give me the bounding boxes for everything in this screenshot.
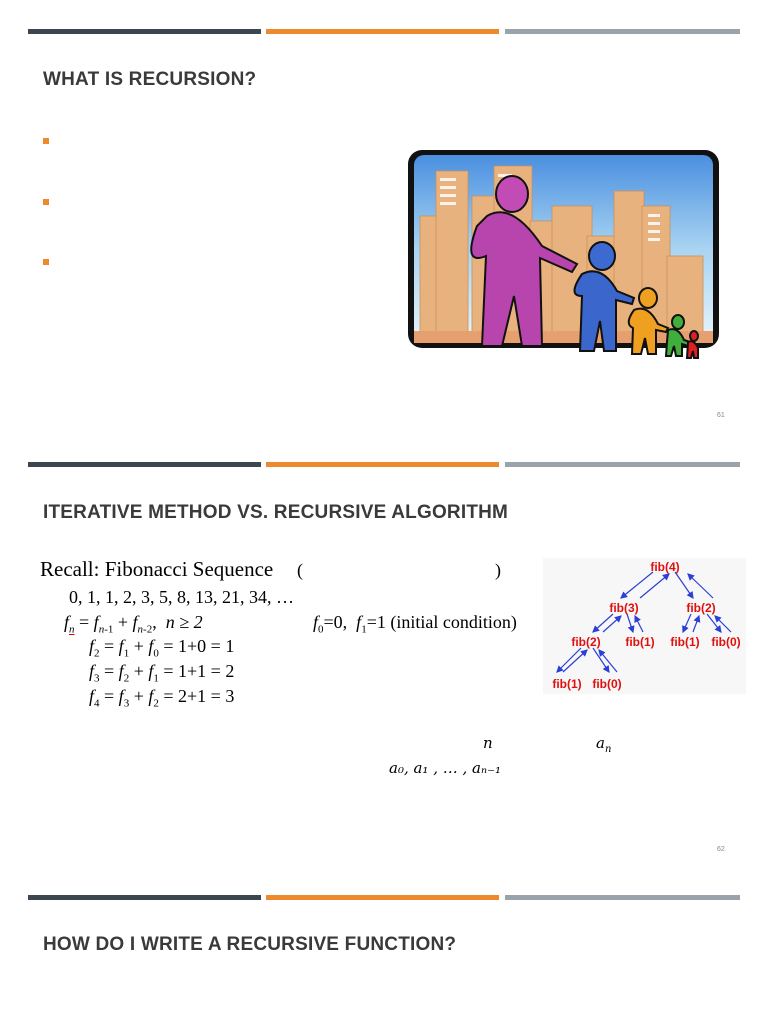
initial-condition-note: (initial condition) [390, 612, 517, 632]
page-number: 61 [717, 412, 725, 419]
header-bars [28, 462, 740, 467]
slide-write-recursive-function [0, 880, 768, 1024]
header-bar-orange [266, 29, 499, 34]
slide-what-is-recursion [0, 0, 768, 450]
header-bar-dark [28, 895, 261, 900]
header-bar-gray [505, 462, 740, 467]
header-bars [28, 895, 740, 900]
bullet-marker [43, 138, 49, 144]
initial-condition: $f_0=0$, $f_1=1$ (initial condition) [313, 612, 517, 636]
header-bar-gray [505, 895, 740, 900]
math-a: a [596, 734, 605, 752]
fib-example-f3: $f_3 = f_2 + f_1 = 1+1 = 2$ [89, 661, 235, 685]
header-bar-orange [266, 462, 499, 467]
tree-node-root: fib(4) [650, 560, 680, 574]
slide-title: ITERATIVE METHOD VS. RECURSIVE ALGORITHM [43, 502, 509, 523]
fibonacci-call-tree [543, 558, 746, 694]
open-paren: ( [297, 560, 303, 580]
tree-node: fib(1) [552, 677, 582, 691]
recurrence-formula: $f_n = f_{n-1} + f_{n-2}$, n ≥ 2 [64, 612, 203, 636]
math-a-n [596, 734, 611, 755]
header-bar-gray [505, 29, 740, 34]
fib-example-f2: $f_2 = f_1 + f_0 = 1+0 = 1$ [89, 636, 235, 660]
tree-node: fib(1) [625, 635, 655, 649]
header-bar-dark [28, 29, 261, 34]
recursion-family-illustration [402, 146, 725, 368]
tree-node: fib(3) [609, 601, 639, 615]
bullet-marker [43, 259, 49, 265]
bullet-marker [43, 199, 49, 205]
tree-node: fib(2) [686, 601, 716, 615]
header-bar-dark [28, 462, 261, 467]
fibonacci-sequence: 0, 1, 1, 2, 3, 5, 8, 13, 21, 34, … [69, 587, 294, 607]
header-bars [28, 29, 740, 34]
tree-node: fib(0) [711, 635, 741, 649]
math-a-subscript: n [604, 744, 612, 755]
recurrence-condition: n ≥ 2 [165, 612, 203, 632]
fib-example-f4: $f_4 = f_3 + f_2 = 2+1 = 3$ [89, 686, 235, 710]
slide-iterative-vs-recursive [0, 450, 768, 890]
header-bar-orange [266, 895, 499, 900]
tree-node: fib(0) [592, 677, 622, 691]
slide-title: HOW DO I WRITE A RECURSIVE FUNCTION? [43, 934, 457, 955]
recall-label: Recall: Fibonacci Sequence [40, 557, 274, 581]
close-paren: ) [495, 560, 501, 580]
page-number: 62 [717, 846, 725, 853]
math-sequence: a₀, a₁ , … , aₙ₋₁ [389, 759, 502, 777]
tree-node: fib(2) [571, 635, 601, 649]
math-n: n [483, 734, 493, 752]
slide-title: WHAT IS RECURSION? [43, 69, 257, 90]
tree-node: fib(1) [670, 635, 700, 649]
